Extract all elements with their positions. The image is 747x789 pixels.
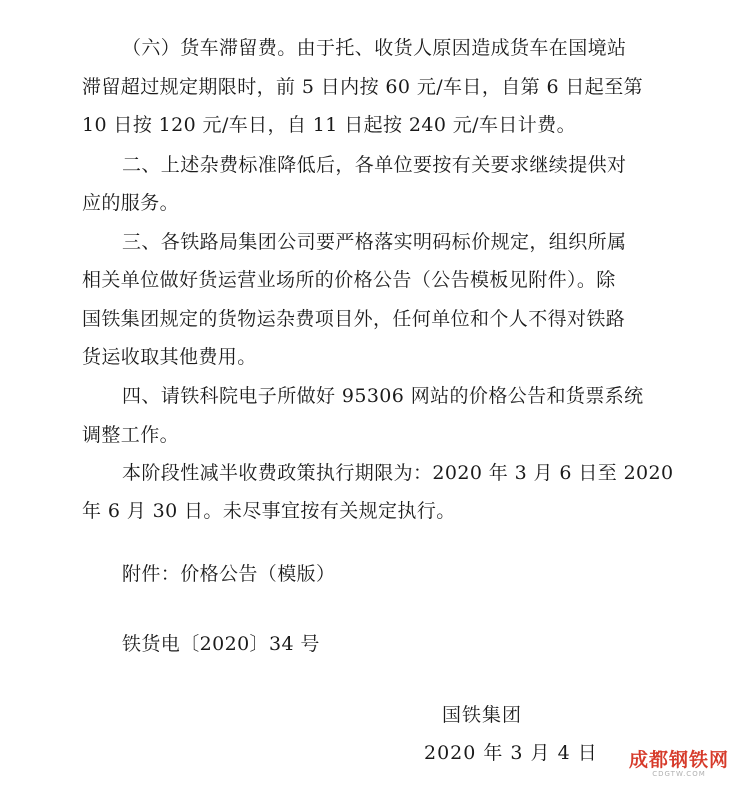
paragraph-line: 10 日按 120 元/车日，自 11 日起按 240 元/车日计费。 bbox=[82, 114, 576, 136]
issue-date: 2020 年 3 月 4 日 bbox=[424, 742, 598, 764]
watermark-logo-text: 成都钢铁网 bbox=[628, 749, 729, 771]
attachment-note: 附件：价格公告（模版） bbox=[122, 563, 336, 585]
paragraph-line: （六）货车滞留费。由于托、收货人原因造成货车在国境站 bbox=[122, 37, 627, 59]
paragraph-line: 三、各铁路局集团公司要严格落实明码标价规定，组织所属 bbox=[122, 231, 627, 253]
site-watermark bbox=[629, 750, 729, 779]
paragraph-line: 相关单位做好货运营业场所的价格公告（公告模板见附件）。除 bbox=[82, 269, 616, 291]
watermark-url: CDGTW.COM bbox=[652, 770, 706, 778]
paragraph-line: 本阶段性减半收费政策执行期限为：2020 年 3 月 6 日至 2020 bbox=[122, 462, 674, 484]
paragraph-line: 滞留超过规定期限时，前 5 日内按 60 元/车日，自第 6 日起至第 bbox=[82, 76, 643, 98]
document-number: 铁货电〔2020〕34 号 bbox=[122, 633, 320, 655]
issuer-name: 国铁集团 bbox=[442, 704, 523, 726]
paragraph-line: 应的服务。 bbox=[82, 192, 180, 214]
paragraph-line: 四、请铁科院电子所做好 95306 网站的价格公告和货票系统 bbox=[122, 385, 644, 407]
paragraph-line: 货运收取其他费用。 bbox=[82, 346, 257, 368]
paragraph-line: 年 6 月 30 日。未尽事宜按有关规定执行。 bbox=[82, 500, 456, 522]
paragraph-line: 国铁集团规定的货物运杂费项目外，任何单位和个人不得对铁路 bbox=[82, 308, 626, 330]
paragraph-line: 二、上述杂费标准降低后，各单位要按有关要求继续提供对 bbox=[122, 154, 627, 176]
paragraph-line: 调整工作。 bbox=[82, 424, 180, 446]
